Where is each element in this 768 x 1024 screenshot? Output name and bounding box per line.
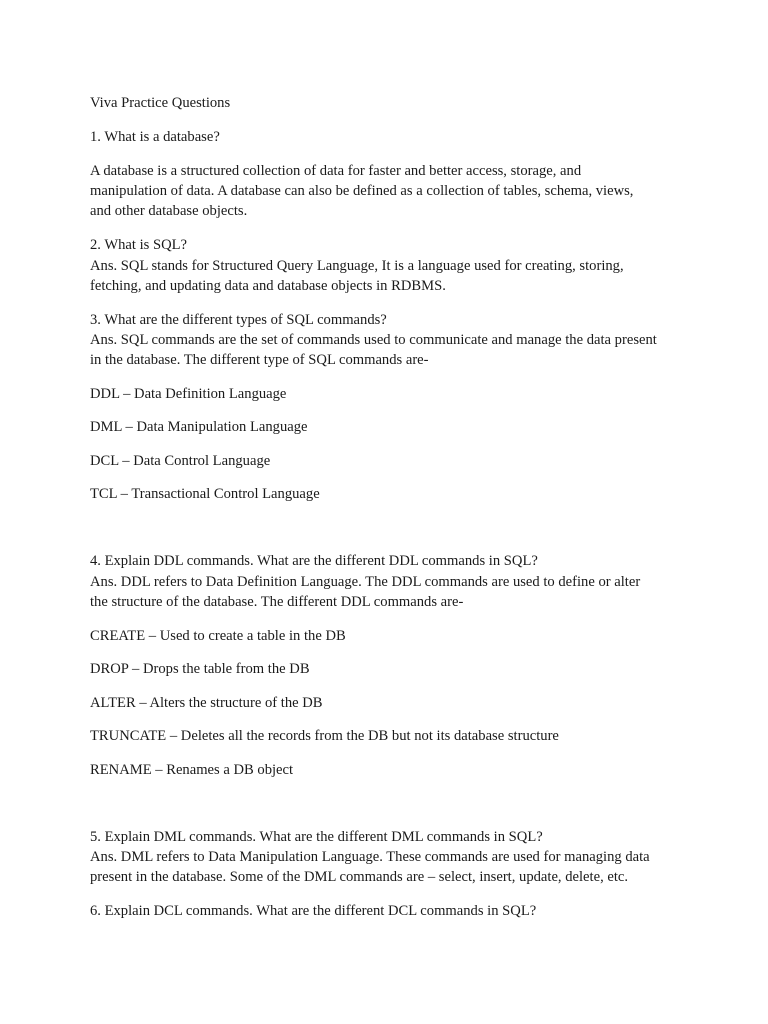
- answer-1-line-3: and other database objects.: [90, 203, 248, 219]
- answer-5-line-2: present in the database. Some of the DML commands are – select, insert, update, delete, etc.: [90, 869, 629, 885]
- list-item: DDL – Data Definition Language: [90, 386, 287, 402]
- answer-4-line-2: the structure of the database. The different DDL commands are-: [90, 594, 464, 610]
- answer-1-line-2: manipulation of data. A database can also be defined as a collection of tables, schema, views,: [90, 183, 634, 199]
- list-item: RENAME – Renames a DB object: [90, 762, 294, 778]
- question-3: 3. What are the different types of SQL commands?: [90, 312, 387, 328]
- answer-3-line-2: in the database. The different type of SQL commands are-: [90, 352, 429, 368]
- answer-5-line-1: Ans. DML refers to Data Manipulation Language. These commands are used for managing data: [90, 849, 650, 865]
- list-item: ALTER – Alters the structure of the DB: [90, 695, 323, 711]
- question-6: 6. Explain DCL commands. What are the different DCL commands in SQL?: [90, 903, 537, 919]
- list-item: TRUNCATE – Deletes all the records from the DB but not its database structure: [90, 728, 559, 744]
- list-item: DCL – Data Control Language: [90, 453, 271, 469]
- list-item: CREATE – Used to create a table in the DB: [90, 628, 346, 644]
- answer-2-line-2: fetching, and updating data and database objects in RDBMS.: [90, 278, 446, 294]
- question-2: 2. What is SQL?: [90, 237, 188, 253]
- document-title: Viva Practice Questions: [90, 95, 231, 111]
- list-item: DML – Data Manipulation Language: [90, 419, 308, 435]
- question-1: 1. What is a database?: [90, 129, 220, 145]
- list-item: TCL – Transactional Control Language: [90, 486, 320, 502]
- question-4: 4. Explain DDL commands. What are the different DDL commands in SQL?: [90, 553, 538, 569]
- answer-1-line-1: A database is a structured collection of data for faster and better access, storage, and: [90, 163, 582, 179]
- answer-3-line-1: Ans. SQL commands are the set of commands used to communicate and manage the data present: [90, 332, 657, 348]
- answer-2-line-1: Ans. SQL stands for Structured Query Language, It is a language used for creating, storing,: [90, 258, 624, 274]
- answer-4-line-1: Ans. DDL refers to Data Definition Language. The DDL commands are used to define or alter: [90, 574, 641, 590]
- question-5: 5. Explain DML commands. What are the different DML commands in SQL?: [90, 829, 543, 845]
- list-item: DROP – Drops the table from the DB: [90, 661, 310, 677]
